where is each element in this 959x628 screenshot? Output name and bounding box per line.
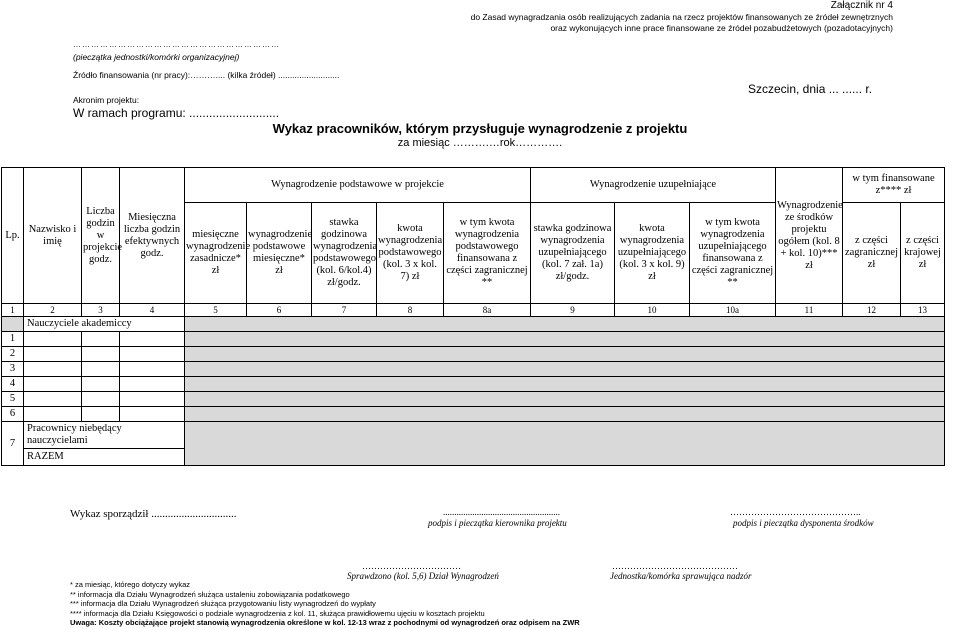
header-group-financed: w tym finansowane z**** zł bbox=[843, 168, 945, 203]
section-academic-fill bbox=[185, 317, 945, 332]
header-name: Nazwisko i imię bbox=[24, 168, 82, 304]
header-fin-foreign: z części zagranicznej zł bbox=[843, 203, 901, 304]
section-non-academic-fill bbox=[185, 422, 945, 466]
header-fin-domestic: z części krajowej zł bbox=[901, 203, 945, 304]
checked-dots: …………………………… bbox=[362, 561, 461, 571]
project-head-label: podpis i pieczątka kierownika projektu bbox=[428, 518, 567, 528]
column-number: 4 bbox=[120, 304, 185, 317]
attachment-desc-line2: oraz wykonujących inne prace finansowane ze źródeł pozabudżetowych (pozadotacyjnych) bbox=[550, 23, 893, 33]
header-basic-monthly: wynagrodzenie podstawowe miesięczne* zł bbox=[247, 203, 312, 304]
header-basic-salary: miesięczne wynagrodzenie zasadnicze* zł bbox=[185, 203, 247, 304]
row-spacer bbox=[2, 317, 24, 332]
header-project-hours: Liczba godzin w projekcie godz. bbox=[82, 168, 120, 304]
dispatcher-label: podpis i pieczątka dysponenta środków bbox=[733, 518, 874, 528]
stamp-label: (pieczątka jednostki/komórki organizacyjnej) bbox=[73, 52, 240, 62]
column-number: 3 bbox=[82, 304, 120, 317]
header-group-extra: Wynagrodzenie uzupełniające bbox=[531, 168, 776, 203]
total-row-label: RAZEM bbox=[24, 449, 185, 466]
footnote-3: *** informacja dla Działu Wynagrodzeń służąca przygotowaniu listy wynagrodzeń do wypłaty bbox=[70, 599, 376, 608]
column-number: 1 bbox=[2, 304, 24, 317]
salary-table bbox=[1, 167, 945, 466]
header-basic-amount: kwota wynagrodzenia podstawowego (kol. 3 x kol. 7) zł bbox=[377, 203, 444, 304]
header-extra-rate: stawka godzinowa wynagrodzenia uzupełniającego (kol. 7 zał. 1a) zł/godz. bbox=[531, 203, 615, 304]
row-number: 2 bbox=[2, 347, 24, 362]
header-lp: Lp. bbox=[2, 168, 24, 304]
footnote-1: * za miesiąc, którego dotyczy wykaz bbox=[70, 580, 191, 589]
page-title: Wykaz pracowników, którym przysługuje wynagrodzenie z projektu bbox=[272, 121, 688, 136]
program-line: W ramach programu: ........................... bbox=[73, 106, 280, 120]
header-extra-foreign: w tym kwota wynagrodzenia uzupełniającego finansowana z części zagranicznej ** bbox=[690, 203, 776, 304]
row-number: 3 bbox=[2, 362, 24, 377]
attachment-number: Załącznik nr 4 bbox=[830, 0, 893, 11]
stamp-dots: …………………………………………………………… bbox=[73, 40, 280, 49]
column-number: 2 bbox=[24, 304, 82, 317]
column-number: 5 bbox=[185, 304, 247, 317]
column-number: 10a bbox=[690, 304, 776, 317]
column-number: 8a bbox=[444, 304, 531, 317]
row-number: 5 bbox=[2, 392, 24, 407]
header-basic-foreign: w tym kwota wynagrodzenia podstawowego finansowana z części zagranicznej ** bbox=[444, 203, 531, 304]
column-number: 13 bbox=[901, 304, 945, 317]
section-academic: Nauczyciele akademiccy bbox=[24, 317, 185, 332]
project-acronym: Akronim projektu: bbox=[73, 95, 140, 105]
column-number: 10 bbox=[615, 304, 690, 317]
column-number: 6 bbox=[247, 304, 312, 317]
footnote-4: **** informacja dla Działu Księgowości o podziale wynagrodzenia z kol. 11, służąca prawidłowemu ujęciu w kosztach projektu bbox=[70, 608, 485, 618]
row-number: 1 bbox=[2, 332, 24, 347]
column-number: 9 bbox=[531, 304, 615, 317]
section-non-academic: Pracownicy niebędący nauczycielami bbox=[24, 422, 185, 449]
attachment-desc-line1: do Zasad wynagradzania osób realizujących zadania na rzecz projektów finansowanych ze źródeł zewnętrznych bbox=[470, 12, 893, 22]
header-monthly-hours: Miesięczna liczba godzin efektywnych godz. bbox=[120, 168, 185, 304]
row-number: 4 bbox=[2, 377, 24, 392]
header-group-basic: Wynagrodzenie podstawowe w projekcie bbox=[185, 168, 531, 203]
column-number: 11 bbox=[776, 304, 843, 317]
header-hourly-rate: stawka godzinowa wynagrodzenia podstawowego (kol. 6/kol.4) zł/godz. bbox=[312, 203, 377, 304]
row-number: 7 bbox=[2, 422, 24, 466]
footnote-note: Uwaga: Koszty obciążające projekt stanowią wynagrodzenia określone w kol. 12-13 wraz z pochodnymi od wynagrodzeń oraz odpisem na ZWR bbox=[70, 618, 580, 627]
header-extra-amount: kwota wynagrodzenia uzupełniającego (kol. 3 x kol. 9) zł bbox=[615, 203, 690, 304]
header-total: Wynagrodzenie ze środków projektu ogółem (kol. 8 + kol. 10)*** zł bbox=[776, 168, 843, 304]
column-number: 8 bbox=[377, 304, 444, 317]
checked-label: Sprawdzono (kol. 5,6) Dział Wynagrodzeń bbox=[347, 571, 499, 581]
funding-source: Źródło finansowania (nr pracy):……….... (kilka źródeł) .......................... bbox=[73, 70, 340, 80]
prepared-by: Wykaz sporządził ............................... bbox=[70, 508, 237, 520]
city-date: Szczecin, dnia ... ...... r. bbox=[748, 82, 873, 96]
row-number: 6 bbox=[2, 407, 24, 422]
month-line: za miesiąc ……….…rok…………. bbox=[397, 137, 563, 149]
unit-dots: …………………………………… bbox=[612, 561, 738, 571]
column-number: 7 bbox=[312, 304, 377, 317]
footnote-2: ** informacja dla Działu Wynagrodzeń służąca ustaleniu zobowiązania podatkowego bbox=[70, 589, 350, 599]
column-number: 12 bbox=[843, 304, 901, 317]
dispatcher-dots: …………………………………….. bbox=[730, 507, 861, 517]
project-head-dots: .................................................... bbox=[443, 507, 560, 517]
unit-label: Jednostka/komórka sprawująca nadzór bbox=[610, 571, 752, 581]
